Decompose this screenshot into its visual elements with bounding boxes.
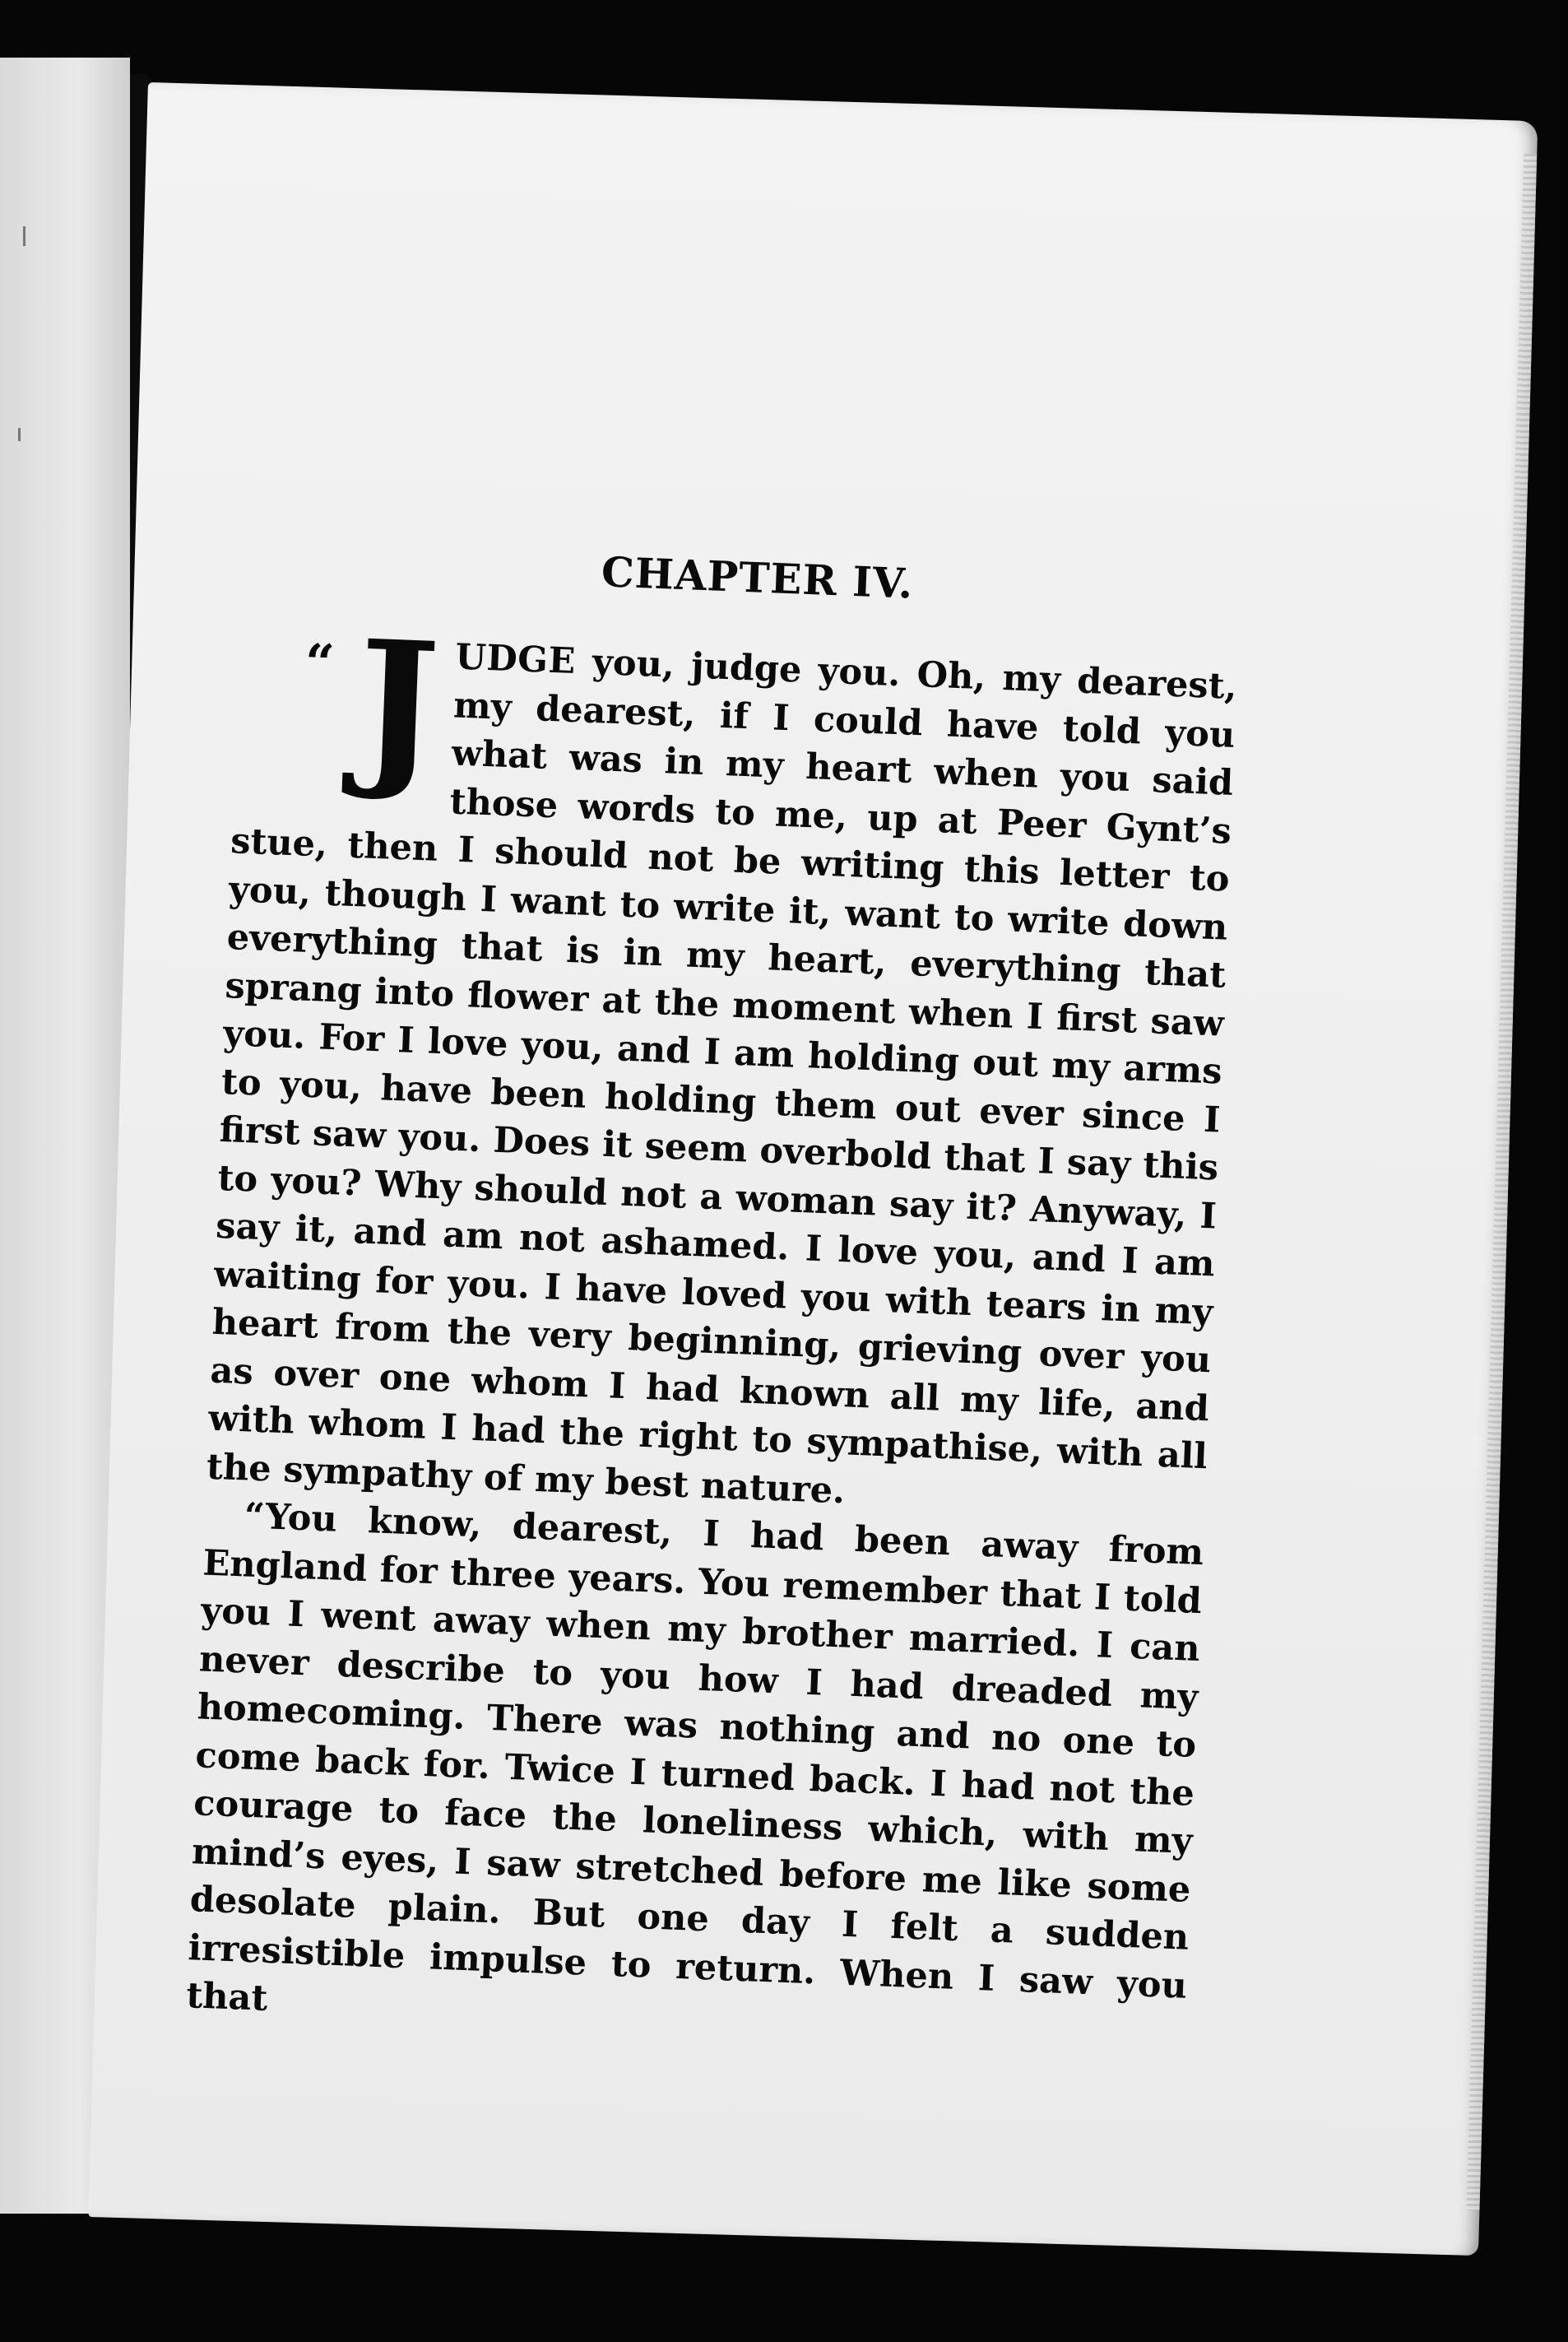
- page-text-block: [185, 533, 1241, 2058]
- book-page: [89, 82, 1538, 2256]
- paragraph-1: [206, 603, 1238, 1529]
- opening-quote-mark: “: [304, 632, 336, 694]
- scan-speck: [23, 226, 26, 246]
- drop-cap-letter: J: [354, 603, 443, 807]
- page-right-edge: [1466, 154, 1537, 2210]
- paragraph-1-text: you, judge you. Oh, my dearest, my dearest, if I could have told you what was in my heart when you said those words to me, up at Peer Gynt’s stue, then I should not be writing this letter to you, though I want to write it, want to write down everything that is in my heart, everything that sprang into flower at the moment when I first saw you. For I love you, and I am holding out my arms to you, have been holding them out ever since I first saw you. Does it seem overbold that I say this to you? Why should not a woman say it? Anyway, I say it, and am not ashamed. I love you, and I am waiting for you. I have loved you with tears in my heart from the very beginning, grieving over you as over one whom I had known all my life, and with whom I had the right to sympathise, with all the sympathy of my best nature.: [206, 641, 1238, 1512]
- paragraph-2: [185, 1491, 1204, 2059]
- paragraph-1-lead-word: UDGE: [454, 636, 577, 683]
- scan-speck: [18, 428, 21, 441]
- paragraph-2-text: “You know, dearest, I had been away from England for three years. You remember that I told you I went away when my brother married. I can never describe to you how I had dreaded my homecoming. There was nothing and no one to come back for. Twice I turned back. I had not the courage to face the loneliness which, with my mind’s eyes, I saw stretched before me like some desolate plain. But one day I felt a sudden irresistible impulse to return. When I saw you that: [185, 1495, 1204, 2019]
- chapter-title: CHAPTER IV.: [600, 547, 915, 608]
